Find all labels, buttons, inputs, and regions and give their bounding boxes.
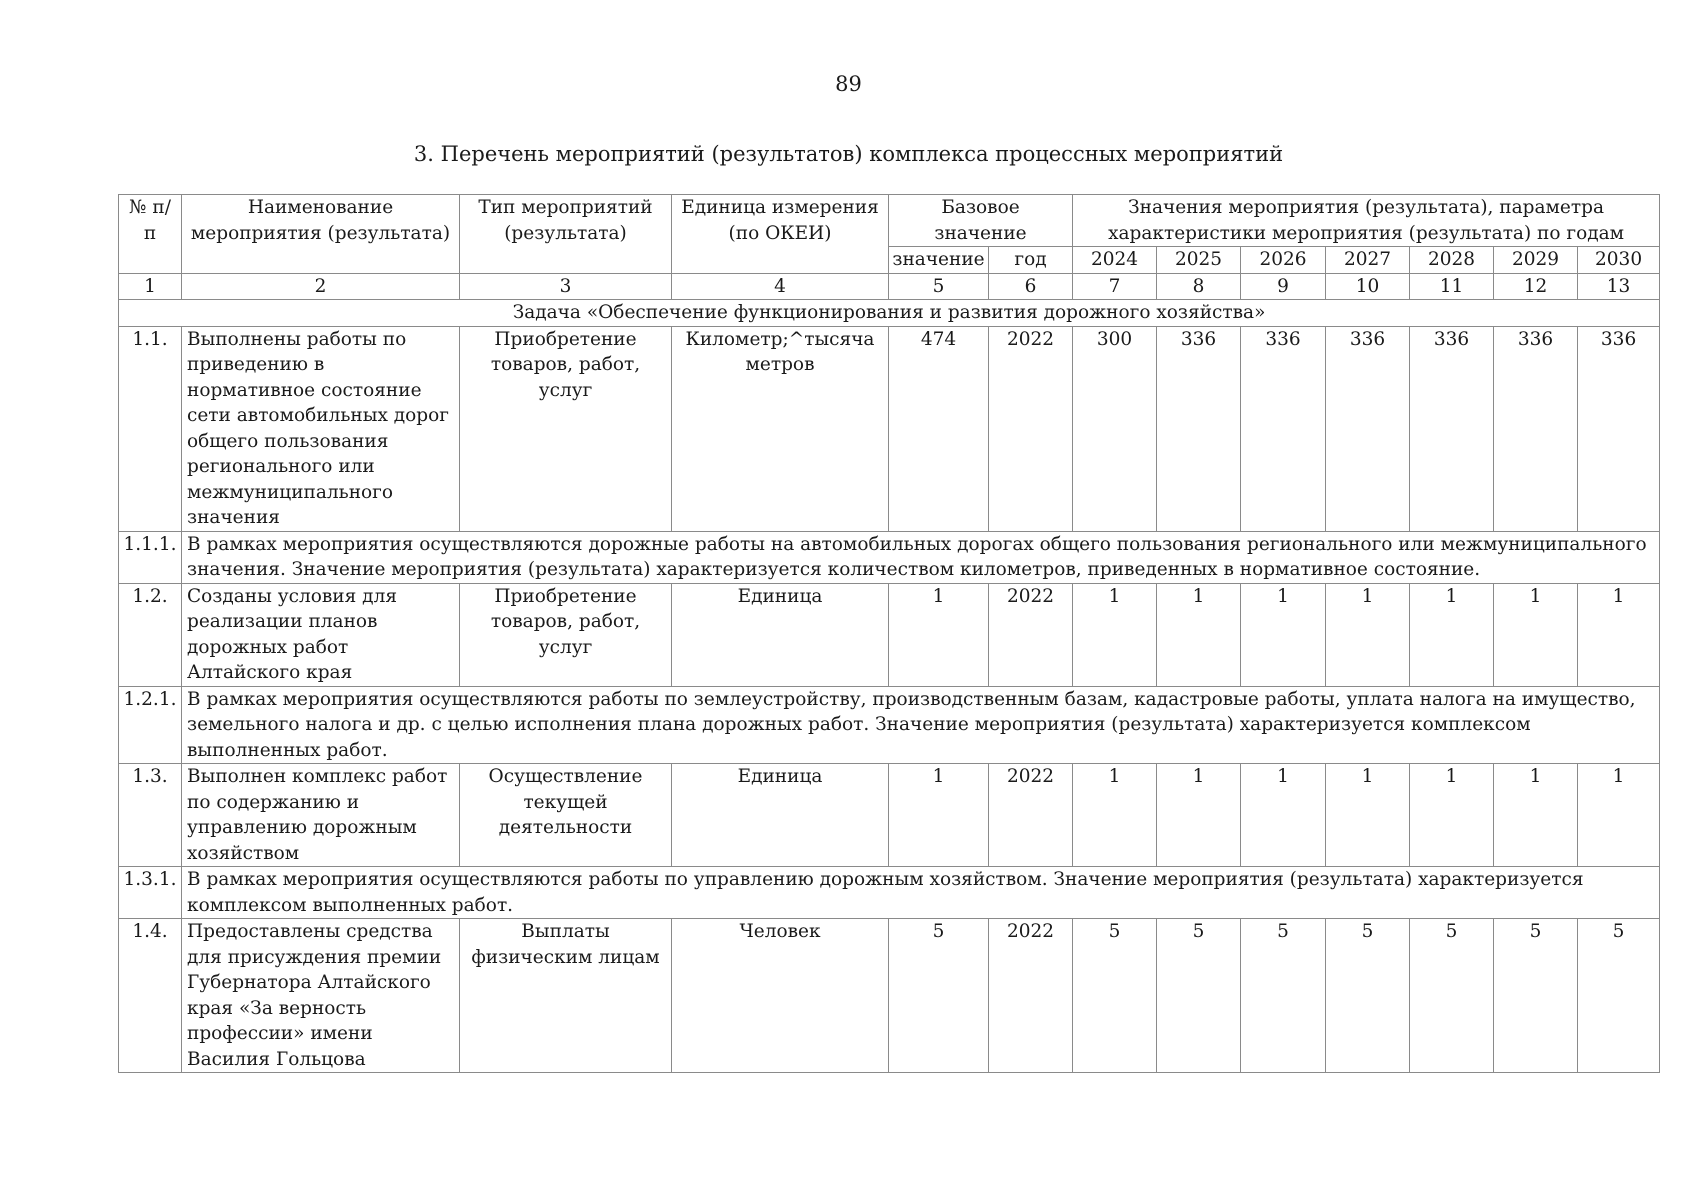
- document-title: 3. Перечень мероприятий (результатов) комплекса процессных мероприятий: [413, 142, 1284, 166]
- year-value: 1: [1578, 764, 1660, 867]
- year-value: 1: [1241, 764, 1326, 867]
- table-row: [119, 919, 1660, 1073]
- measure-description: В рамках мероприятия осуществляются работы по управлению дорожным хозяйством. Значение мероприятия (результата) характеризуется комплексом выполненных работ.: [182, 867, 1660, 919]
- measure-description: В рамках мероприятия осуществляются работы по землеустройству, производственным базам, кадастровые работы, уплата налога на имущество, земельного налога и др. с целью исполнения плана дорожных работ. Значение мероприятия (результата) характеризуется комплексом выполненных работ.: [182, 686, 1660, 764]
- measure-type: Приобретение товаров, работ, услуг: [460, 583, 672, 686]
- year-value: 5: [1073, 919, 1157, 1073]
- measure-name: Предоставлены средства для присуждения премии Губернатора Алтайского края «За верность профессии» имени Василия Гольцова: [182, 919, 460, 1073]
- base-year: 2022: [989, 583, 1073, 686]
- row-number: 1.2.: [119, 583, 182, 686]
- base-value: 1: [889, 583, 989, 686]
- year-value: 1: [1073, 583, 1157, 686]
- measure-unit: Километр;^тысяча метров: [672, 326, 889, 531]
- column-number: 3: [460, 273, 672, 300]
- year-value: 5: [1157, 919, 1241, 1073]
- column-number: 9: [1241, 273, 1326, 300]
- year-value: 336: [1494, 326, 1578, 531]
- measures-table: [118, 194, 1660, 1073]
- column-number: 4: [672, 273, 889, 300]
- year-value: 1: [1157, 583, 1241, 686]
- base-year: 2022: [989, 919, 1073, 1073]
- header-num: № п/п: [119, 195, 182, 274]
- row-number: 1.3.1.: [119, 867, 182, 919]
- row-number: 1.1.: [119, 326, 182, 531]
- column-number: 5: [889, 273, 989, 300]
- header-values: Значения мероприятия (результата), параметра характеристики мероприятия (результата) по годам: [1073, 195, 1660, 247]
- measure-name: Выполнены работы по приведению в нормативное состояние сети автомобильных дорог общего пользования регионального или межмуниципального значения: [182, 326, 460, 531]
- year-value: 1: [1494, 583, 1578, 686]
- header-row: [119, 195, 1660, 247]
- header-type: Тип мероприятий (результата): [460, 195, 672, 274]
- column-number: 1: [119, 273, 182, 300]
- base-year: 2022: [989, 326, 1073, 531]
- column-number: 7: [1073, 273, 1157, 300]
- year-value: 5: [1326, 919, 1410, 1073]
- year-value: 1: [1578, 583, 1660, 686]
- year-value: 336: [1410, 326, 1494, 531]
- column-number: 13: [1578, 273, 1660, 300]
- year-value: 336: [1241, 326, 1326, 531]
- base-value: 5: [889, 919, 989, 1073]
- year-value: 336: [1578, 326, 1660, 531]
- year-value: 300: [1073, 326, 1157, 531]
- description-row: [119, 867, 1660, 919]
- column-number: 8: [1157, 273, 1241, 300]
- year-value: 1: [1241, 583, 1326, 686]
- measure-unit: Единица: [672, 764, 889, 867]
- column-number-row: [119, 273, 1660, 300]
- measure-description: В рамках мероприятия осуществляются дорожные работы на автомобильных дорогах общего пользования регионального или межмуниципального значения. Значение мероприятия (результата) характеризуется количеством километров, приведенных в нормативное состояние.: [182, 531, 1660, 583]
- year-value: 336: [1157, 326, 1241, 531]
- base-value: 474: [889, 326, 989, 531]
- header-year: 2027: [1326, 247, 1410, 274]
- year-value: 1: [1410, 583, 1494, 686]
- header-year: 2026: [1241, 247, 1326, 274]
- header-year: 2029: [1494, 247, 1578, 274]
- year-value: 1: [1157, 764, 1241, 867]
- header-year: 2030: [1578, 247, 1660, 274]
- description-row: [119, 531, 1660, 583]
- year-value: 1: [1073, 764, 1157, 867]
- base-value: 1: [889, 764, 989, 867]
- task-row: [119, 300, 1660, 327]
- header-unit: Единица измерения (по ОКЕИ): [672, 195, 889, 274]
- year-value: 5: [1578, 919, 1660, 1073]
- measure-type: Приобретение товаров, работ, услуг: [460, 326, 672, 531]
- row-number: 1.3.: [119, 764, 182, 867]
- measure-name: Выполнен комплекс работ по содержанию и управлению дорожным хозяйством: [182, 764, 460, 867]
- year-value: 336: [1326, 326, 1410, 531]
- column-number: 12: [1494, 273, 1578, 300]
- measure-unit: Человек: [672, 919, 889, 1073]
- year-value: 5: [1241, 919, 1326, 1073]
- measure-name: Созданы условия для реализации планов дорожных работ Алтайского края: [182, 583, 460, 686]
- year-value: 5: [1494, 919, 1578, 1073]
- column-number: 2: [182, 273, 460, 300]
- table-row: [119, 326, 1660, 531]
- measure-type: Выплаты физическим лицам: [460, 919, 672, 1073]
- table-row: [119, 764, 1660, 867]
- row-number: 1.1.1.: [119, 531, 182, 583]
- row-number: 1.4.: [119, 919, 182, 1073]
- table-row: [119, 583, 1660, 686]
- column-number: 6: [989, 273, 1073, 300]
- task-title: Задача «Обеспечение функционирования и развития дорожного хозяйства»: [119, 300, 1660, 327]
- row-number: 1.2.1.: [119, 686, 182, 764]
- header-name: Наименование мероприятия (результата): [182, 195, 460, 274]
- header-year: 2025: [1157, 247, 1241, 274]
- header-sub-year: год: [989, 247, 1073, 274]
- column-number: 10: [1326, 273, 1410, 300]
- header-year: 2028: [1410, 247, 1494, 274]
- description-row: [119, 686, 1660, 764]
- year-value: 1: [1326, 583, 1410, 686]
- year-value: 1: [1326, 764, 1410, 867]
- base-year: 2022: [989, 764, 1073, 867]
- page-number: 89: [835, 72, 862, 96]
- column-number: 11: [1410, 273, 1494, 300]
- measure-type: Осуществление текущей деятельности: [460, 764, 672, 867]
- header-sub-value: значение: [889, 247, 989, 274]
- header-year: 2024: [1073, 247, 1157, 274]
- measure-unit: Единица: [672, 583, 889, 686]
- year-value: 1: [1494, 764, 1578, 867]
- year-value: 5: [1410, 919, 1494, 1073]
- header-base: Базовое значение: [889, 195, 1073, 247]
- year-value: 1: [1410, 764, 1494, 867]
